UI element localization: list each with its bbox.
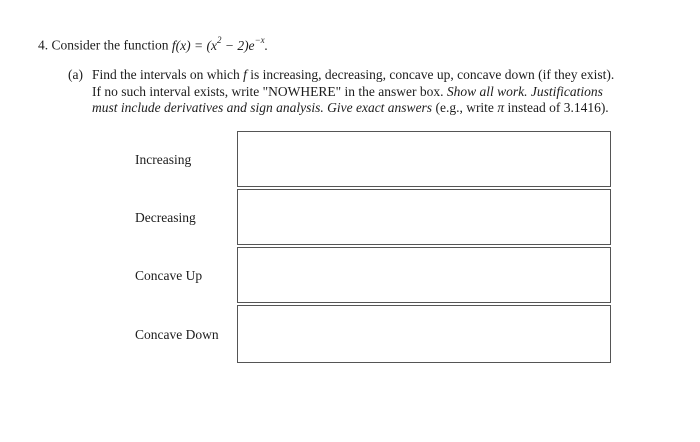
increasing-label: Increasing — [135, 152, 192, 167]
concave-down-label: Concave Down — [135, 327, 219, 342]
concave-up-answer-box[interactable] — [237, 247, 611, 303]
decreasing-answer-box[interactable] — [237, 189, 611, 245]
instruction-line-1: Find the intervals on which f is increasing, decreasing, concave up, concave down (if they exist). — [92, 67, 615, 82]
question-4 — [38, 36, 268, 54]
question-prefix: Consider the function — [51, 37, 169, 53]
part-a-label: (a) — [68, 67, 83, 82]
increasing-answer-box[interactable] — [237, 131, 611, 187]
function-expression: $f(x) = (x^2 - 2)e^{-x}$. — [171, 35, 269, 53]
concave-down-answer-box[interactable] — [237, 305, 611, 363]
instruction-line-3: must include derivatives and sign analysis. Give exact answers (e.g., write π instead of 3.1416). — [92, 100, 609, 115]
decreasing-label: Decreasing — [135, 210, 196, 225]
question-number: 4. — [38, 37, 49, 53]
concave-up-label: Concave Up — [135, 268, 203, 283]
instruction-line-2: If no such interval exists, write "NOWHERE" in the answer box. Show all work. Justifications — [92, 83, 603, 99]
